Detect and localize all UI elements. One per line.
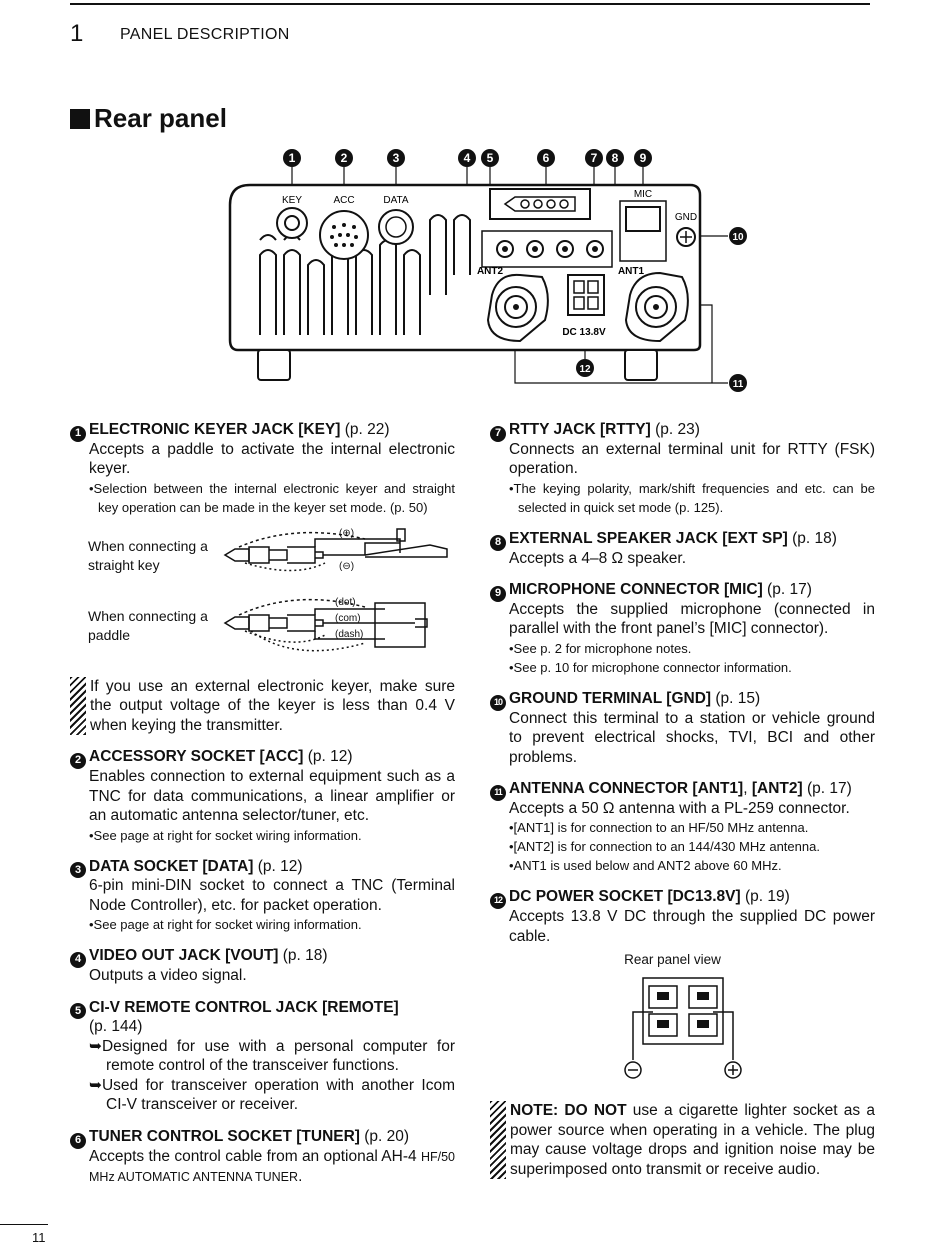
dc-rear-view xyxy=(490,950,875,1089)
section-title-text: Rear panel xyxy=(94,103,227,133)
note-lead: NOTE: DO NOT xyxy=(510,1102,627,1119)
item-body: Accepts 13.8 V DC through the supplied DC power cable. xyxy=(509,908,875,945)
pd-dash-label: (dash) xyxy=(335,628,364,640)
tuner-body-text: Accepts the control cable from an optional AH-4 xyxy=(89,1147,417,1165)
item-key-jack xyxy=(70,420,455,665)
item-bullet: •[ANT2] is for connection to an 144/430 MHz antenna. xyxy=(509,839,820,855)
dc-label: DC 13.8V xyxy=(562,327,606,338)
right-column xyxy=(490,420,875,1191)
mic-label: MIC xyxy=(633,189,653,200)
key-wiring-diagram xyxy=(70,523,455,665)
item-arrow-note: ➥Designed for use with a personal computer for remote control of the transceiver functions. xyxy=(89,1037,455,1075)
item-dc-power xyxy=(490,887,875,1089)
sk-minus-label: (⊖) xyxy=(339,560,355,572)
item-number-badge: 5 xyxy=(70,1003,86,1019)
item-page-ref: (p. 18) xyxy=(787,529,837,547)
item-page-ref: (p. 18) xyxy=(278,947,328,965)
item-data-socket xyxy=(70,857,455,935)
callout-8: 8 xyxy=(611,151,619,165)
item-title: ANTENNA CONNECTOR [ANT1] xyxy=(509,780,744,797)
item-bullet: •The keying polarity, mark/shift frequencies and etc. can be selected in quick set mode (p. 125). xyxy=(509,480,875,515)
item-body: Connects an external terminal unit for RTTY (FSK) operation. xyxy=(509,440,875,478)
dc-socket-diagram xyxy=(613,974,753,1084)
straight-key-label: When connecting a straight key xyxy=(88,537,208,573)
item-body xyxy=(70,1147,455,1188)
key-label: KEY xyxy=(281,195,303,206)
item-number-badge: 1 xyxy=(70,426,86,442)
item-mic-connector xyxy=(490,580,875,677)
callout-6: 6 xyxy=(542,151,550,165)
item-page-ref: (p. 15) xyxy=(711,689,761,707)
callout-9: 9 xyxy=(639,151,647,165)
item-body: Accepts a 50 Ω antenna with a PL-259 connector. xyxy=(509,799,850,817)
item-acc-socket xyxy=(70,747,455,844)
top-rule xyxy=(70,3,870,5)
item-bullet: •ANT1 is used below and ANT2 above 60 MHz. xyxy=(509,858,782,874)
page-number-text: 11 xyxy=(32,1230,46,1245)
item-page-ref: (p. 144) xyxy=(89,1018,143,1036)
data-label: DATA xyxy=(383,195,409,206)
sk-plus-label: (⊕) xyxy=(339,527,355,539)
callout-3: 3 xyxy=(392,151,400,165)
gnd-label: GND xyxy=(674,212,698,223)
item-bullet: •See p. 2 for microphone notes. xyxy=(509,640,692,656)
item-page-ref: (p. 12) xyxy=(253,857,303,875)
section-title xyxy=(70,103,227,134)
item-bullet: •Selection between the internal electronic keyer and straight key operation can be made in the keyer set mode. (p. 50) xyxy=(89,480,455,515)
item-bullet: •See page at right for socket wiring information. xyxy=(89,827,362,843)
item-tuner-socket xyxy=(70,1127,455,1188)
item-ground-terminal xyxy=(490,689,875,767)
note-text: If you use an external electronic keyer, make sure the output voltage of the keyer is less than 0.4 V when keying the transmitter. xyxy=(90,677,455,734)
item-title: ELECTRONIC KEYER JACK [KEY] xyxy=(89,421,341,438)
item-number-badge: 9 xyxy=(490,586,506,602)
rear-panel-diagram xyxy=(220,145,760,395)
callout-12: 12 xyxy=(579,364,591,375)
item-bullet: •See p. 10 for microphone connector information. xyxy=(509,659,792,675)
item-number-badge: 4 xyxy=(70,952,86,968)
note-hatch-icon xyxy=(490,1101,506,1179)
item-number-badge: 6 xyxy=(70,1133,86,1149)
item-title: VIDEO OUT JACK [VOUT] xyxy=(89,947,279,965)
chapter-number: 1 xyxy=(70,20,84,47)
item-number-badge: 2 xyxy=(70,753,86,769)
chapter-title: PANEL DESCRIPTION xyxy=(120,26,290,43)
callout-2: 2 xyxy=(340,151,348,165)
page-number xyxy=(0,1224,48,1245)
item-title: CI-V REMOTE CONTROL JACK [REMOTE] xyxy=(89,998,399,1016)
keyer-note xyxy=(70,677,455,736)
rear-view-label: Rear panel view xyxy=(624,952,721,967)
item-arrow-note: ➥Used for transceiver operation with another Icom CI-V transceiver or receiver. xyxy=(89,1076,455,1114)
item-number-badge: 11 xyxy=(490,785,506,801)
pd-dot-label: (dot) xyxy=(335,596,356,608)
note-hatch-icon xyxy=(70,677,86,736)
callout-7: 7 xyxy=(590,151,598,165)
power-note xyxy=(490,1101,875,1179)
tuner-body-end: . xyxy=(298,1168,303,1185)
note-text: use a cigarette lighter socket as a power source when operating in a vehicle. The plug may cause voltage drops and ignition noise may be superimposed onto transmit or receive audio. xyxy=(510,1102,875,1178)
callout-1: 1 xyxy=(288,151,296,165)
item-page-ref: (p. 17) xyxy=(802,780,852,797)
ant1-label: ANT1 xyxy=(617,266,645,277)
item-title: ACCESSORY SOCKET [ACC] xyxy=(89,748,304,766)
item-body: Accepts a 4–8 Ω speaker. xyxy=(509,549,687,567)
item-body: Accepts the supplied microphone (connected in parallel with the front panel’s [MIC] connector). xyxy=(509,600,875,638)
paddle-label: When connecting a paddle xyxy=(88,607,208,643)
item-page-ref: (p. 20) xyxy=(359,1127,410,1145)
item-bullet: •See page at right for socket wiring information. xyxy=(89,917,362,933)
item-page-ref: (p. 12) xyxy=(303,748,353,766)
item-title: DATA SOCKET [DATA] xyxy=(89,857,254,875)
pd-com-label: (com) xyxy=(335,612,361,624)
item-number-badge: 7 xyxy=(490,426,506,442)
section-square-icon xyxy=(70,109,90,129)
item-number-badge: 8 xyxy=(490,535,506,551)
item-remote-jack xyxy=(70,998,455,1115)
item-title: EXTERNAL SPEAKER JACK [EXT SP] xyxy=(509,529,788,547)
item-body: Enables connection to external equipment such as a TNC for data communications, a linear amplifier or an automatic antenna selector/tuner, etc. xyxy=(89,768,455,824)
item-body: Connect this terminal to a station or vehicle ground to prevent electrical shocks, TVI, BCI and other problems. xyxy=(509,709,875,766)
plug-wiring-svg xyxy=(215,523,455,665)
item-page-ref: (p. 17) xyxy=(762,581,812,598)
item-body: Outputs a video signal. xyxy=(89,967,247,984)
item-number-badge: 12 xyxy=(490,893,506,909)
ant2-label: ANT2 xyxy=(476,266,504,277)
item-page-ref: (p. 22) xyxy=(340,421,390,438)
callout-10: 10 xyxy=(732,232,744,243)
item-body: Accepts a paddle to activate the internal electronic keyer. xyxy=(89,440,455,478)
item-video-out xyxy=(70,946,455,985)
tuner-model-text: HF/50 MHz AUTOMATIC ANTENNA TUNER xyxy=(89,1149,455,1184)
item-title: RTTY JACK [RTTY] xyxy=(509,421,651,438)
callout-11: 11 xyxy=(732,379,744,390)
callout-5: 5 xyxy=(486,151,494,165)
left-column xyxy=(70,420,455,1200)
item-title-b: [ANT2] xyxy=(751,780,803,797)
item-title: GROUND TERMINAL [GND] xyxy=(509,689,712,707)
item-title: MICROPHONE CONNECTOR [MIC] xyxy=(509,581,763,598)
item-title: DC POWER SOCKET [DC13.8V] xyxy=(509,888,741,906)
item-page-ref: (p. 23) xyxy=(650,421,700,438)
item-page-ref: (p. 19) xyxy=(740,888,790,906)
item-rtty-jack xyxy=(490,420,875,517)
item-antenna-connector xyxy=(490,779,875,875)
callout-4: 4 xyxy=(463,151,471,165)
item-ext-speaker xyxy=(490,529,875,568)
item-number-badge: 10 xyxy=(490,695,506,711)
item-bullet: •[ANT1] is for connection to an HF/50 MHz antenna. xyxy=(509,820,809,836)
item-title-sep: , xyxy=(743,780,752,797)
acc-label: ACC xyxy=(333,195,355,206)
item-title: TUNER CONTROL SOCKET [TUNER] xyxy=(89,1127,360,1145)
item-body: 6-pin mini-DIN socket to connect a TNC (Terminal Node Controller), etc. for packet operation. xyxy=(89,877,455,914)
item-number-badge: 3 xyxy=(70,862,86,878)
